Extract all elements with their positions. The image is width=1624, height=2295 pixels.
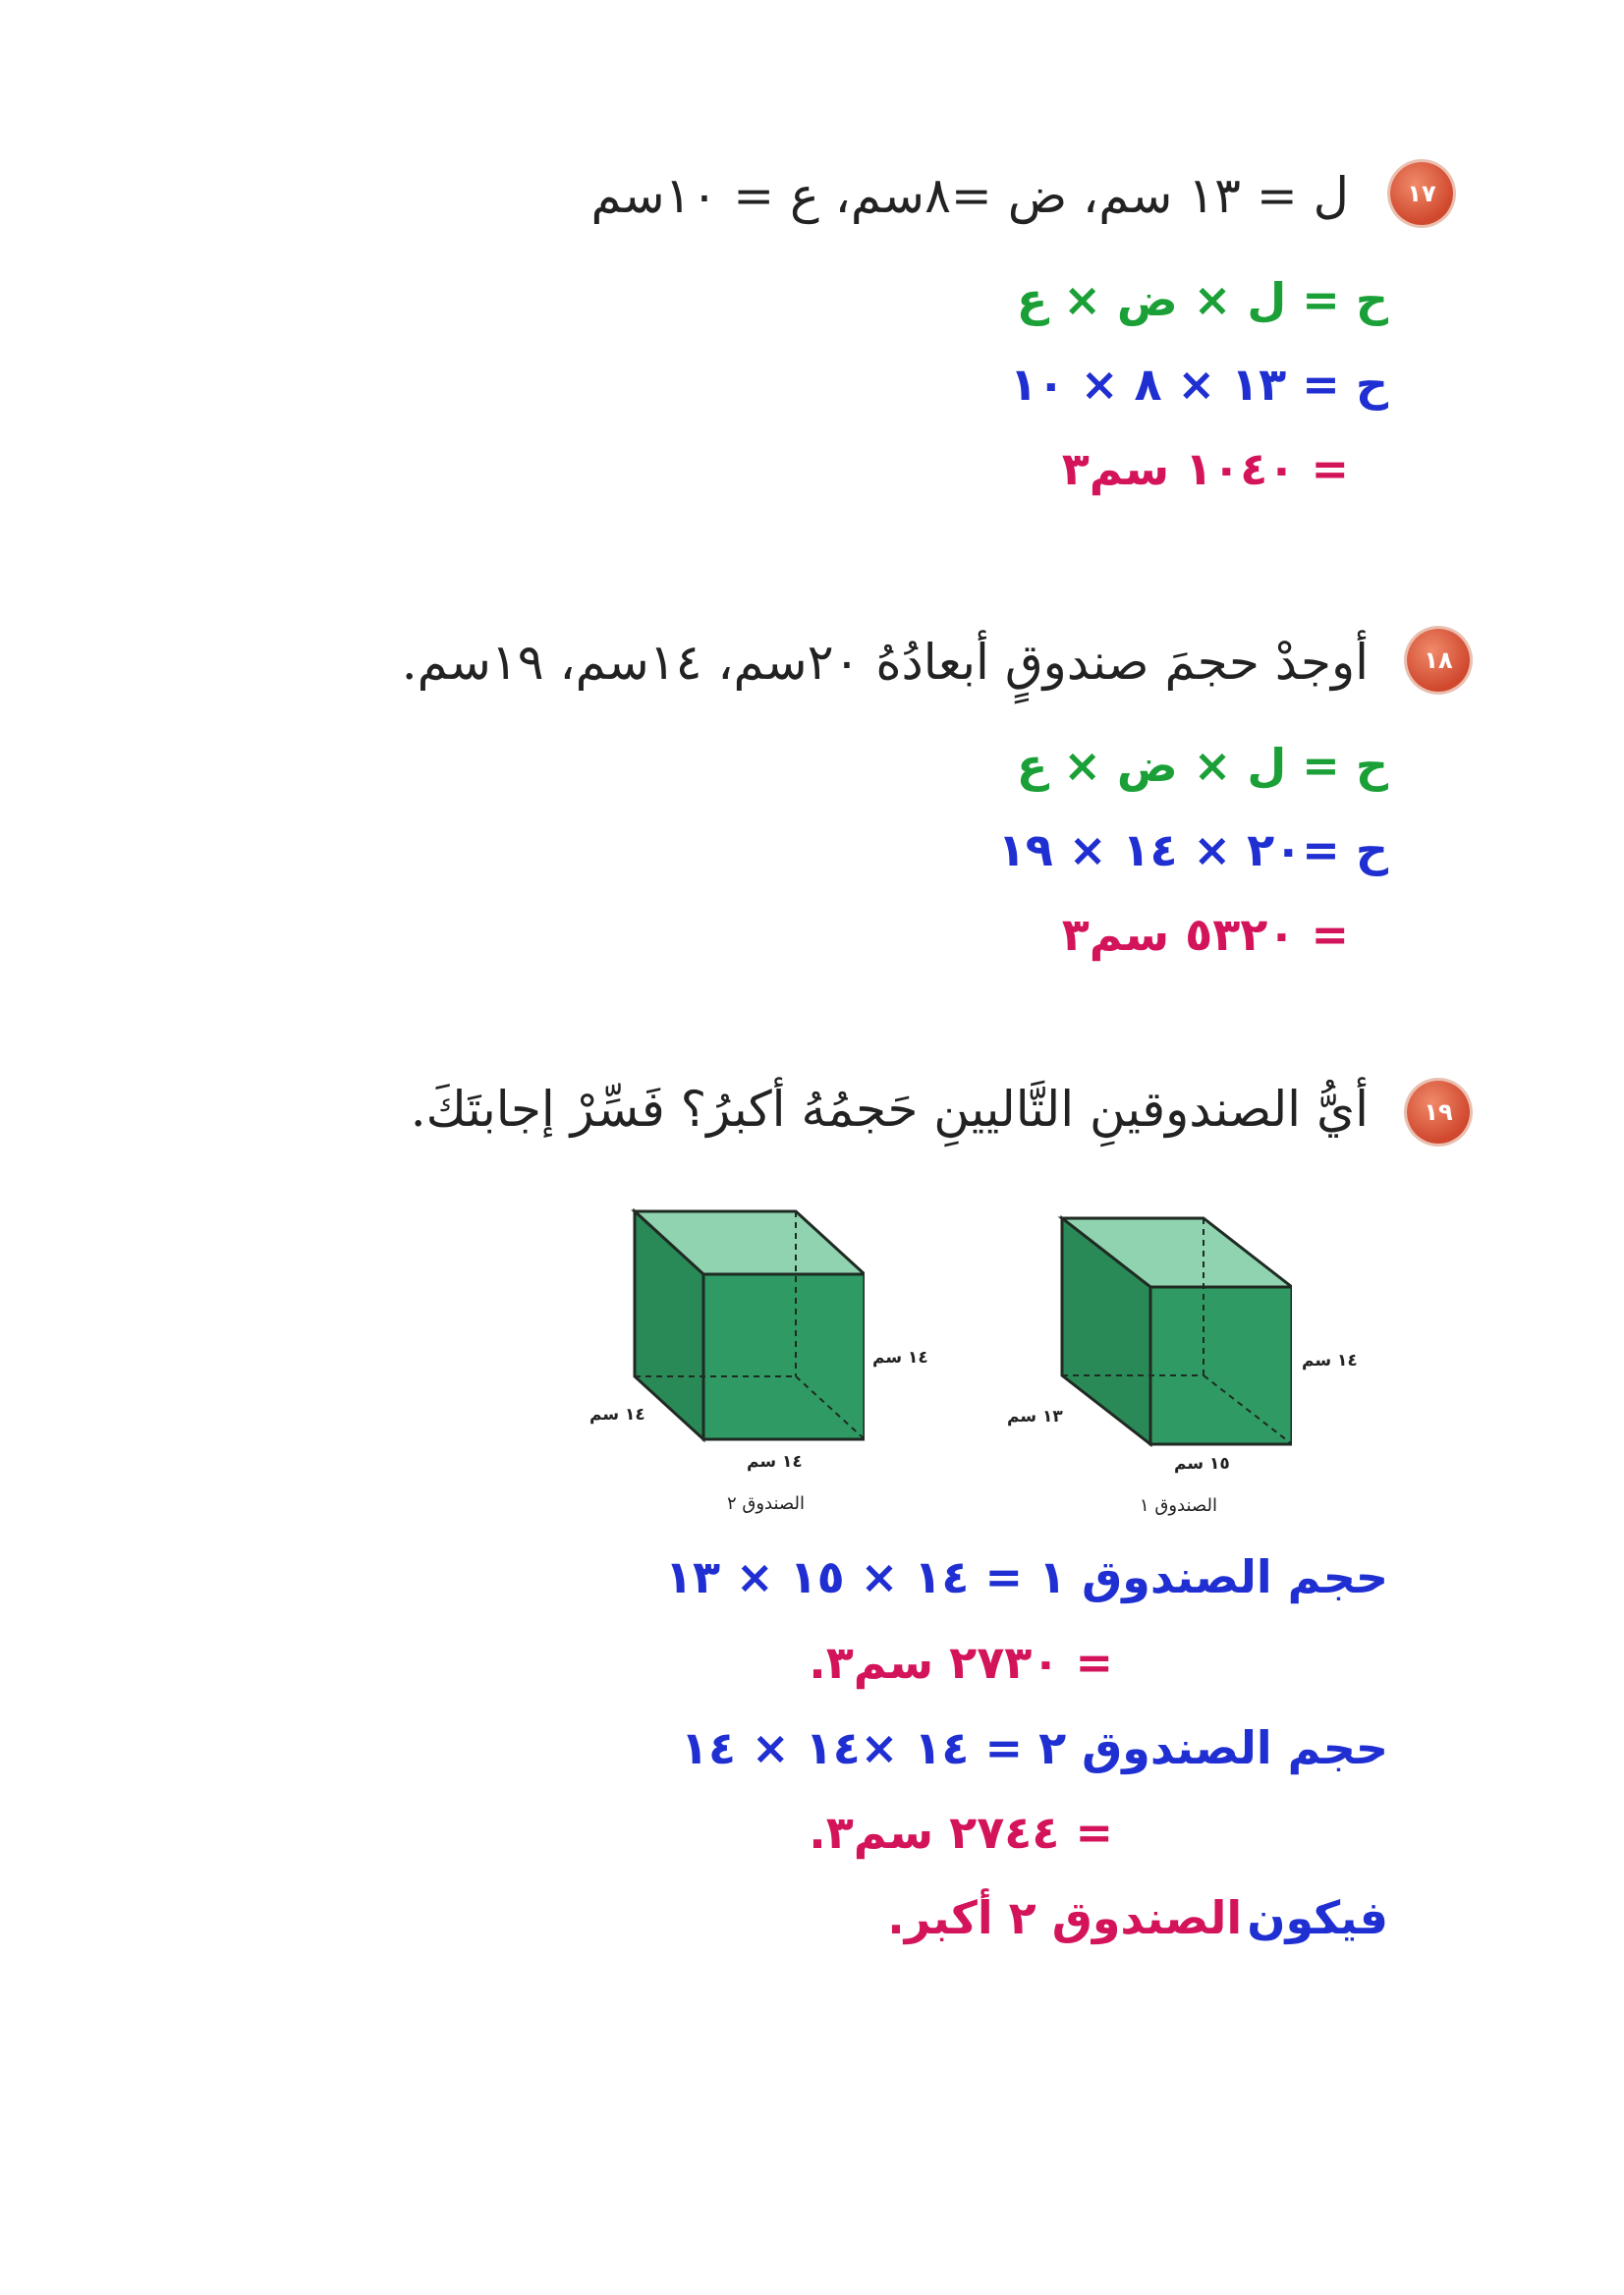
box-2-volume-result: = ٢٧٤٤ سم٣. [809,1806,1113,1859]
box-2-volume-expression: = ١٤ ×١٤ × ١٤ [680,1721,1024,1774]
box-2-volume-label: حجم الصندوق ٢ [1038,1721,1388,1774]
problem-question: ل = ١٣ سم، ض =٨سم، ع = ١٠سم [590,167,1349,224]
problem-number-badge [1407,629,1470,692]
solution-line-box-2 [681,1721,1388,1774]
problem-number-badge [1390,162,1453,225]
box-1-volume-result: = ٢٧٣٠ سم٣. [809,1636,1113,1689]
volume-formula: ح = ل × ض × ع [1016,739,1388,792]
box-2-width-label: ١٤ سم [747,1452,803,1472]
conclusion [887,1891,1388,1944]
box-1-height-label: ١٤ سم [1302,1351,1358,1371]
box-1-depth-label: ١٣ سم [1007,1407,1063,1427]
box-1-caption: الصندوق ١ [1140,1495,1218,1516]
problem-number-badge [1407,1081,1470,1144]
problem-number: ١٨ [1424,646,1453,674]
problem-number: ١٩ [1424,1098,1453,1126]
box-1-width-label: ١٥ سم [1174,1454,1230,1474]
volume-result: = ٥٣٢٠ سم٣ [1061,908,1349,961]
conclusion-text: الصندوق ٢ أكبر. [887,1891,1243,1944]
problem-question: أوجدْ حجمَ صندوقٍ أبعادُهُ ٢٠سم، ١٤سم، ١٩سم. [401,634,1369,691]
volume-result: = ١٠٤٠ سم٣ [1061,442,1349,495]
volume-substitution: ح = ١٣ × ٨ × ١٠ [1009,358,1388,411]
box-1-figure [1056,1210,1292,1451]
box-front-face [703,1274,865,1439]
conclusion-prefix: فيكون [1247,1891,1388,1944]
box-2-figure [629,1203,865,1449]
box-front-face [1150,1287,1292,1444]
solution-line-box-1 [665,1550,1388,1603]
box-1-volume-expression: = ١٤ × ١٥ × ١٣ [664,1550,1024,1603]
box-2-height-label: ١٤ سم [872,1348,928,1368]
box-2-depth-label: ١٤ سم [589,1405,645,1425]
problem-question: أيُّ الصندوقينِ التَّاليينِ حَجمُهُ أكبرُ؟ فَسِّرْ إجابتَكَ. [410,1081,1369,1138]
problem-number: ١٧ [1407,180,1436,207]
volume-substitution: ح =٢٠ × ١٤ × ١٩ [997,823,1388,876]
box-2-caption: الصندوق ٢ [727,1493,806,1514]
box-1-volume-label: حجم الصندوق ١ [1038,1550,1388,1603]
volume-formula: ح = ل × ض × ع [1016,273,1388,326]
